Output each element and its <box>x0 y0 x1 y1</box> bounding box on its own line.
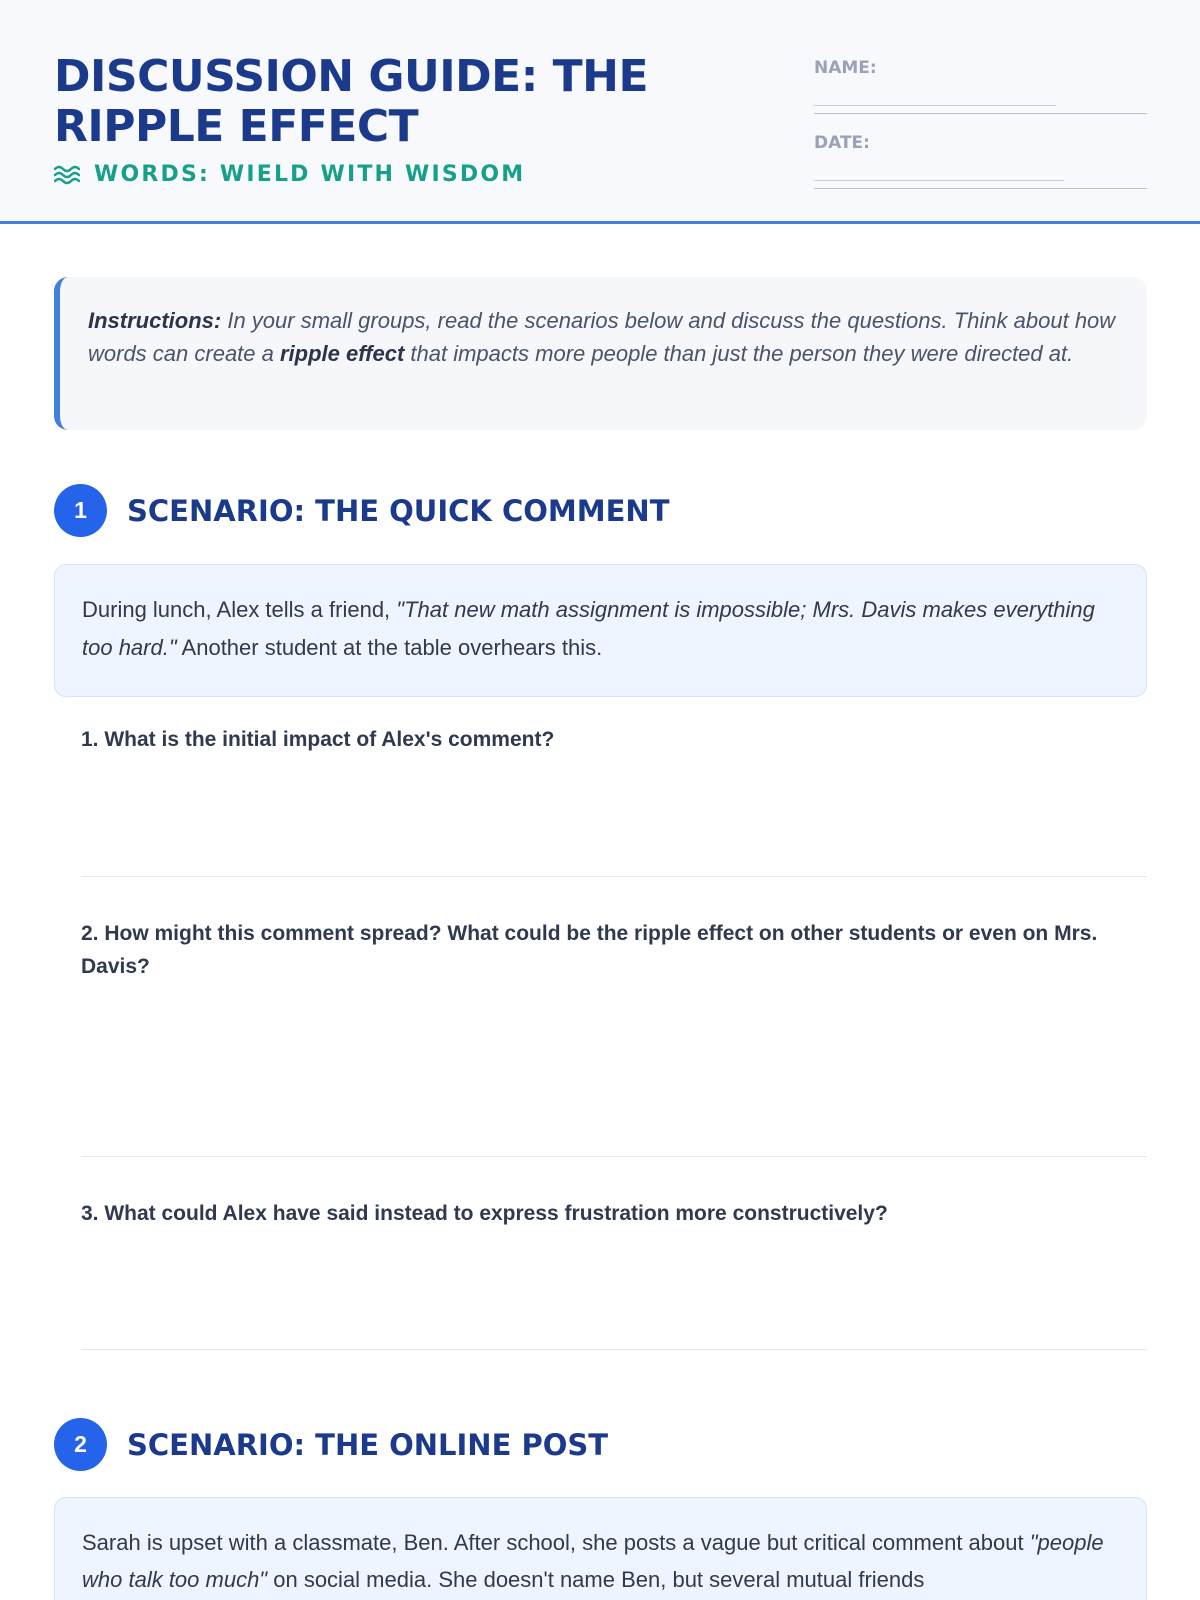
name-field[interactable] <box>814 58 1147 114</box>
scenario-1-header <box>54 484 669 537</box>
scenario-2-number-badge: 2 <box>54 1418 107 1471</box>
scenario-2-text-before: Sarah is upset with a classmate, Ben. After school, she posts a vague but critical comment about <box>82 1530 1030 1555</box>
scenario-1-answer-line-1[interactable] <box>81 876 1147 877</box>
scenario-1-question-3: 3. What could Alex have said instead to express frustration more constructively? <box>81 1202 888 1225</box>
date-field[interactable] <box>814 133 1147 189</box>
instructions-emphasis: ripple effect <box>279 341 405 366</box>
page-subtitle: WORDS: WIELD WITH WISDOM <box>94 162 526 187</box>
instructions-box <box>54 277 1147 430</box>
scenario-1-text-before: During lunch, Alex tells a friend, <box>82 597 397 622</box>
instructions-lead: Instructions: <box>88 308 222 333</box>
scenario-1-quote: "That new math assignment is impossible; Mrs. Davis makes everything too hard." <box>82 597 1095 660</box>
date-label: DATE: <box>814 133 870 153</box>
page-header <box>0 0 1200 224</box>
scenario-1-title: SCENARIO: THE QUICK COMMENT <box>127 493 670 528</box>
scenario-1-text-box <box>54 564 1147 697</box>
scenario-2-header <box>54 1418 608 1471</box>
scenario-1-answer-line-2[interactable] <box>81 1156 1147 1157</box>
instructions-text-before: In your small groups, read the scenarios below and discuss the questions. Think about how words can create a <box>88 308 1116 366</box>
scenario-2-title: SCENARIO: THE ONLINE POST <box>127 1427 609 1462</box>
scenario-2-text-after: on social media. She doesn't name Ben, but several mutual friends <box>267 1567 925 1592</box>
scenario-1-number-badge: 1 <box>54 484 107 537</box>
name-line[interactable]: _____________________________ <box>814 86 1147 114</box>
instructions-text-after: that impacts more people than just the person they were directed at. <box>404 341 1074 366</box>
scenario-1-answer-line-3[interactable] <box>81 1349 1147 1350</box>
water-waves-icon <box>54 164 80 186</box>
subtitle-row <box>54 162 525 187</box>
name-label: NAME: <box>814 58 877 78</box>
scenario-2-quote: "people who talk too much" <box>82 1530 1104 1592</box>
scenario-1-text-after: Another student at the table overhears this. <box>176 635 603 660</box>
scenario-1-question-2: 2. How might this comment spread? What could be the ripple effect on other students or even on Mrs. Davis? <box>81 922 1098 978</box>
scenario-2-text-box <box>54 1497 1147 1600</box>
page-title: DISCUSSION GUIDE: THE RIPPLE EFFECT <box>54 51 649 152</box>
date-line[interactable]: ______________________________ <box>814 161 1147 189</box>
scenario-1-question-1: 1. What is the initial impact of Alex's comment? <box>81 728 555 751</box>
